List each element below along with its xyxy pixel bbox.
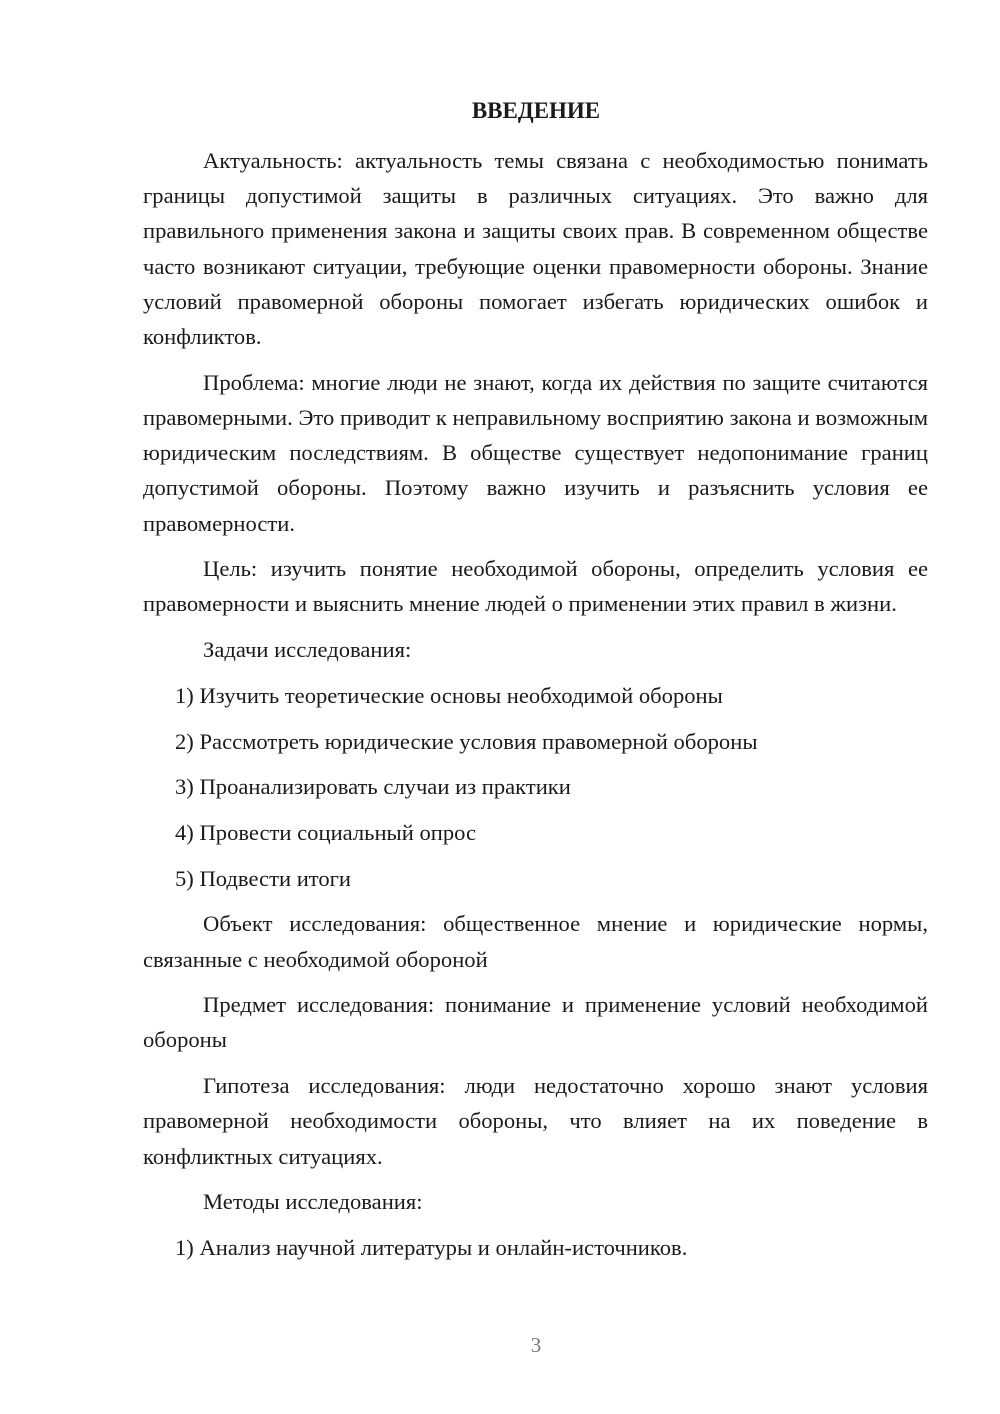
task-item: 3) Проанализировать случаи из практики xyxy=(175,774,571,800)
page-title: ВВЕДЕНИЕ xyxy=(471,98,601,123)
paragraph-goal: Цель: изучить понятие необходимой обороны, определить условия ее правомерности и выяснить мнение людей о применении этих правил в жизни. xyxy=(143,556,928,617)
methods-heading: Методы исследования: xyxy=(203,1189,423,1215)
task-item: 2) Рассмотреть юридические условия правомерной обороны xyxy=(175,728,758,754)
paragraph-relevance: Актуальность: актуальность темы связана с необходимостью понимать границы допустимой защиты в различных ситуациях. Это важно для правильного применения закона и защиты своих прав. В современном обществе часто возникают ситуации, требующие оценки правомерности обороны. Знание условий правомерной обороны помогает избегать юридических ошибок и конфликтов. xyxy=(143,148,928,350)
paragraph-subject: Предмет исследования: понимание и применение условий необходимой обороны xyxy=(143,992,928,1053)
paragraph-hypothesis: Гипотеза исследования: люди недостаточно хорошо знают условия правомерной необходимости обороны, что влияет на их поведение в конфликтных ситуациях. xyxy=(143,1073,928,1169)
paragraph-problem: Проблема: многие люди не знают, когда их действия по защите считаются правомерными. Это приводит к неправильному восприятию закона и возможным юридическим последствиям. В обществе существует недопонимание границ допустимой обороны. Поэтому важно изучить и разъяснить условия ее правомерности. xyxy=(143,369,928,536)
task-item: 5) Подвести итоги xyxy=(175,865,352,891)
method-item: 1) Анализ научной литературы и онлайн-источников. xyxy=(175,1234,688,1260)
paragraph-object: Объект исследования: общественное мнение и юридические нормы, связанные с необходимой обороной xyxy=(143,911,928,972)
page-number: 3 xyxy=(530,1333,542,1357)
task-item: 1) Изучить теоретические основы необходимой обороны xyxy=(175,682,723,708)
document-body xyxy=(143,143,928,1276)
tasks-heading: Задачи исследования: xyxy=(203,637,412,663)
task-item: 4) Провести социальный опрос xyxy=(175,819,477,845)
